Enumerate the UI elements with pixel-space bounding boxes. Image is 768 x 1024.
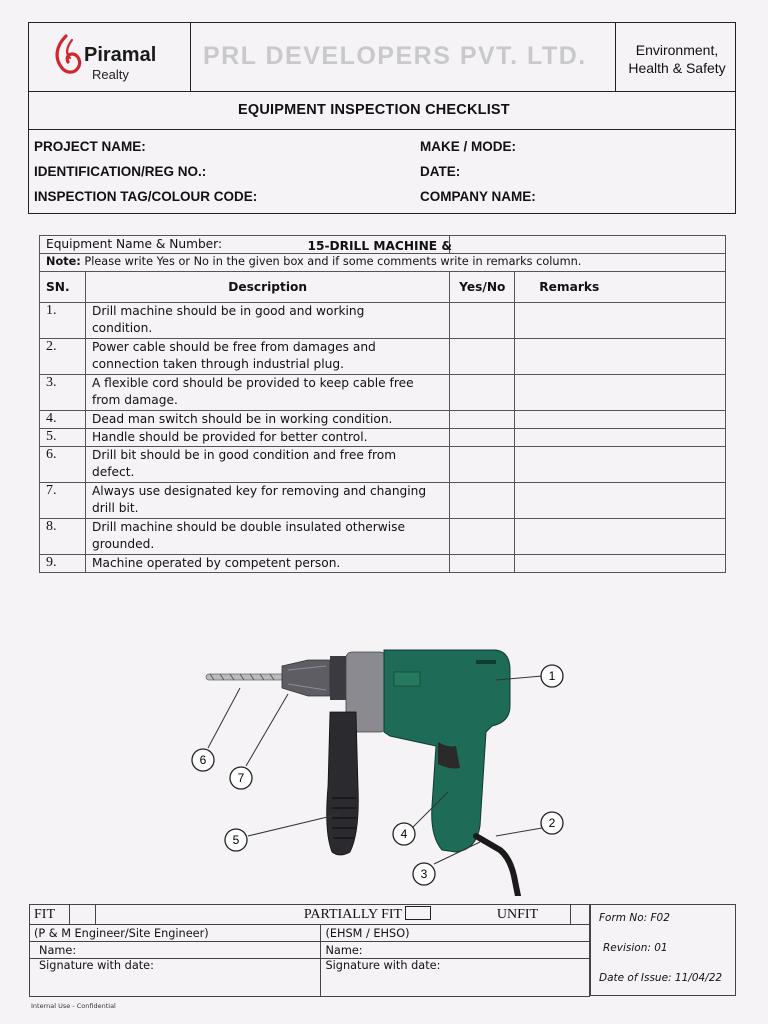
- row-remarks-cell[interactable]: [515, 411, 726, 429]
- signature-row: [30, 959, 590, 997]
- row-description: [85, 555, 449, 573]
- row-description: [85, 483, 449, 519]
- description-line: from damage.: [91, 392, 178, 407]
- description-line: A flexible cord should be provided to keep cable free: [91, 376, 414, 390]
- engineer-role: (P & M Engineer/Site Engineer): [30, 925, 321, 942]
- fit-row: [30, 905, 590, 925]
- row-remarks-cell[interactable]: [515, 483, 726, 519]
- piramal-flame-icon: [52, 32, 86, 82]
- row-yesno-cell[interactable]: [450, 447, 515, 483]
- ehs-signature-label: Signature with date:: [321, 959, 590, 997]
- company-logo: [52, 32, 182, 82]
- description-line: Machine operated by competent person.: [91, 556, 341, 570]
- leader-line: [208, 688, 240, 748]
- row-remarks-cell[interactable]: [515, 429, 726, 447]
- equipment-label: Equipment Name & Number:: [46, 237, 223, 251]
- header-row: [40, 272, 726, 303]
- row-description: [85, 429, 449, 447]
- row-yesno-cell[interactable]: [450, 429, 515, 447]
- inspection-tag-label: INSPECTION TAG/COLOUR CODE:: [34, 189, 258, 204]
- drill-chuck: [282, 656, 348, 700]
- note-row: [40, 254, 726, 272]
- date-of-issue: Date of Issue: 11/04/22: [599, 972, 723, 984]
- make-mode-label: MAKE / MODE:: [420, 139, 516, 154]
- row-sn: 8.: [40, 519, 86, 555]
- ehs-role: (EHSM / EHSO): [321, 925, 590, 942]
- ehs-label: [618, 41, 736, 77]
- fit-checkbox[interactable]: [69, 905, 95, 925]
- svg-text:5: 5: [232, 833, 240, 847]
- table-row: [40, 519, 726, 555]
- unfit-checkbox[interactable]: [571, 905, 590, 925]
- row-sn: 6.: [40, 447, 86, 483]
- engineer-signature-label: Signature with date:: [30, 959, 321, 997]
- row-remarks-cell[interactable]: [515, 519, 726, 555]
- row-yesno-cell[interactable]: [450, 519, 515, 555]
- checklist-rows: [40, 303, 726, 573]
- drill-body: [384, 650, 510, 852]
- company-name: PRL DEVELOPERS PVT. LTD.: [203, 42, 587, 70]
- leader-line: [246, 694, 288, 766]
- ehs-line: Environment,: [635, 42, 719, 58]
- row-yesno-cell[interactable]: [450, 303, 515, 339]
- row-description: [85, 375, 449, 411]
- callout-6: [192, 749, 214, 771]
- col-header-remarks: Remarks: [515, 272, 726, 303]
- checklist-table: [39, 235, 726, 573]
- description-line: drill bit.: [91, 500, 139, 515]
- callout-1: [541, 665, 563, 687]
- callout-3: [413, 863, 435, 885]
- approval-table: [29, 904, 590, 997]
- row-description: [85, 339, 449, 375]
- callout-5: [225, 829, 247, 851]
- divider: [190, 23, 191, 91]
- row-description: [85, 411, 449, 429]
- table-row: [40, 375, 726, 411]
- description-line: Drill machine should be in good and working: [91, 304, 365, 318]
- date-label: DATE:: [420, 164, 461, 179]
- unfit-label: UNFIT: [496, 907, 539, 922]
- row-yesno-cell[interactable]: [450, 555, 515, 573]
- row-sn: 2.: [40, 339, 86, 375]
- svg-text:7: 7: [237, 771, 245, 785]
- table-row: [40, 303, 726, 339]
- row-remarks-cell[interactable]: [515, 303, 726, 339]
- description-line: Always use designated key for removing and changing: [91, 484, 427, 498]
- table-row: [40, 411, 726, 429]
- engineer-name-label: Name:: [30, 942, 321, 959]
- power-cable: [476, 836, 518, 896]
- equipment-blank-cell: [450, 236, 726, 254]
- row-description: [85, 447, 449, 483]
- table-row: [40, 555, 726, 573]
- table-row: [40, 447, 726, 483]
- name-row: [30, 942, 590, 959]
- row-remarks-cell[interactable]: [515, 555, 726, 573]
- description-line: Dead man switch should be in working condition.: [91, 412, 393, 426]
- svg-text:2: 2: [548, 816, 556, 830]
- description-line: Drill machine should be double insulated otherwise: [91, 520, 406, 534]
- callout-2: [541, 812, 563, 834]
- table-row: [40, 339, 726, 375]
- row-sn: 1.: [40, 303, 86, 339]
- description-line: defect.: [91, 464, 135, 479]
- project-name-label: PROJECT NAME:: [34, 139, 146, 154]
- description-line: Power cable should be free from damages and: [91, 340, 376, 354]
- identification-label: IDENTIFICATION/REG NO.:: [34, 164, 207, 179]
- form-no: Form No: F02: [599, 912, 670, 924]
- partially-fit-label: PARTIALLY FIT: [303, 907, 402, 922]
- row-description: [85, 519, 449, 555]
- description-line: condition.: [91, 320, 153, 335]
- divider: [29, 129, 735, 130]
- description-line: grounded.: [91, 536, 155, 551]
- svg-text:3: 3: [420, 867, 428, 881]
- logo-name: Piramal: [84, 44, 157, 66]
- row-yesno-cell[interactable]: [450, 411, 515, 429]
- row-remarks-cell[interactable]: [515, 339, 726, 375]
- note-label: Note:: [46, 255, 81, 268]
- drill-diagram: [180, 636, 580, 896]
- note-text: Please write Yes or No in the given box and if some comments write in remarks column.: [84, 255, 582, 268]
- table-row: [40, 483, 726, 519]
- row-description: [85, 303, 449, 339]
- confidential-label: Internal Use - Confidential: [31, 1002, 116, 1010]
- role-row: [30, 925, 590, 942]
- leader-line: [248, 814, 340, 836]
- divider: [29, 91, 735, 92]
- row-sn: 9.: [40, 555, 86, 573]
- row-remarks-cell[interactable]: [515, 375, 726, 411]
- row-yesno-cell[interactable]: [450, 375, 515, 411]
- equipment-label-cell: [40, 236, 450, 254]
- partially-fit-cell: [95, 905, 570, 925]
- leader-line: [496, 828, 542, 836]
- partially-fit-checkbox[interactable]: [405, 906, 431, 920]
- row-remarks-cell[interactable]: [515, 447, 726, 483]
- drill-bit: [206, 674, 284, 680]
- note-cell: [40, 254, 726, 272]
- logo-subtitle: Realty: [92, 67, 129, 82]
- description-line: Drill bit should be in good condition and free from: [91, 448, 397, 462]
- fit-label: FIT: [30, 905, 70, 925]
- svg-text:4: 4: [400, 827, 408, 841]
- equipment-value: 15-DRILL MACHINE &: [307, 238, 452, 253]
- company-name-label: COMPANY NAME:: [420, 189, 536, 204]
- row-sn: 5.: [40, 429, 86, 447]
- col-header-yesno: Yes/No: [450, 272, 515, 303]
- row-sn: 3.: [40, 375, 86, 411]
- row-yesno-cell[interactable]: [450, 483, 515, 519]
- side-handle: [327, 712, 359, 855]
- ehs-name-label: Name:: [321, 942, 590, 959]
- row-sn: 7.: [40, 483, 86, 519]
- svg-text:1: 1: [548, 669, 556, 683]
- row-yesno-cell[interactable]: [450, 339, 515, 375]
- form-info-box: [590, 904, 736, 996]
- ehs-line: Health & Safety: [628, 60, 726, 76]
- description-line: Handle should be provided for better control.: [91, 430, 368, 444]
- divider: [615, 23, 616, 91]
- row-sn: 4.: [40, 411, 86, 429]
- col-header-sn: SN.: [40, 272, 86, 303]
- revision: Revision: 01: [603, 942, 668, 954]
- col-header-description: Description: [85, 272, 449, 303]
- page-title: EQUIPMENT INSPECTION CHECKLIST: [238, 102, 510, 118]
- equipment-row: [40, 236, 726, 254]
- callout-4: [393, 823, 415, 845]
- table-row: [40, 429, 726, 447]
- description-line: connection taken through industrial plug.: [91, 356, 345, 371]
- svg-text:6: 6: [199, 753, 207, 767]
- callout-7: [230, 767, 252, 789]
